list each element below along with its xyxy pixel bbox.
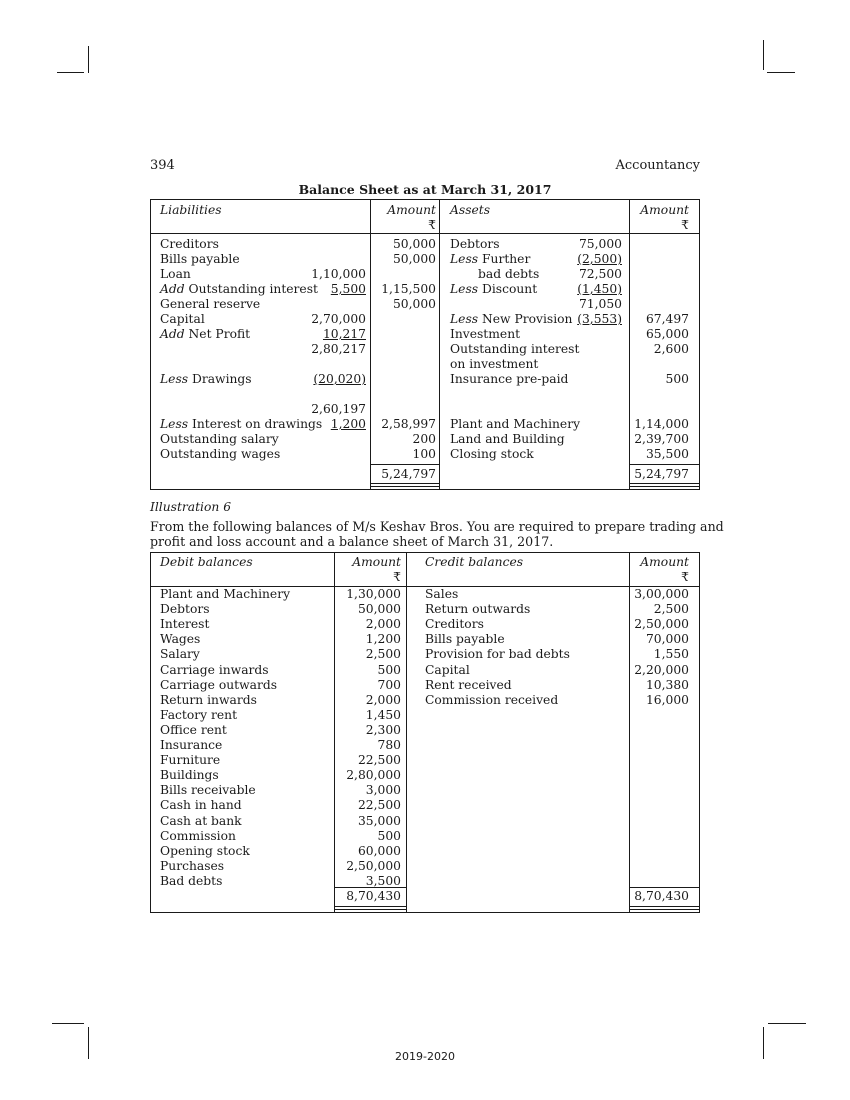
- amount: 35,500: [645, 447, 689, 461]
- sub-amount-text: 1,200: [330, 417, 366, 431]
- amount: 2,600: [653, 342, 689, 356]
- row-label: [450, 282, 537, 297]
- sub-amount: [560, 282, 622, 297]
- row-label-text: Capital: [160, 312, 205, 326]
- sub-amount: 71,050: [578, 297, 622, 311]
- row-label-prefix: Less: [450, 312, 479, 326]
- amount: 3,500: [365, 873, 401, 888]
- amount: 67,497: [645, 312, 689, 326]
- sub-amount: [560, 312, 622, 327]
- row-label-text: Debtors: [450, 237, 500, 251]
- crop-mark: [768, 1023, 806, 1024]
- amount: 2,39,700: [634, 432, 689, 446]
- row-label: Provision for bad debts: [425, 647, 570, 662]
- amount: 2,50,000: [634, 617, 689, 632]
- amount: 500: [665, 372, 689, 386]
- row-label: Return outwards: [425, 602, 531, 617]
- row-label: [160, 372, 252, 387]
- amount: 500: [377, 662, 401, 677]
- amount: 50,000: [392, 252, 436, 266]
- row-label-text: Interest on drawings: [188, 417, 323, 431]
- row-label: [160, 447, 280, 462]
- row-label: [450, 312, 572, 327]
- amount: 3,000: [365, 783, 401, 798]
- currency-symbol: ₹: [681, 570, 689, 584]
- row-label: [450, 357, 538, 372]
- row-label: Commission received: [425, 692, 559, 707]
- amount: 70,000: [645, 632, 689, 647]
- amount: 1,14,000: [634, 417, 689, 431]
- sub-amount: [290, 282, 366, 297]
- sub-amount: 2,70,000: [311, 312, 366, 326]
- sub-amount: [290, 327, 366, 342]
- sub-amount-text: 5,500: [330, 282, 366, 296]
- column-header-amount: Amount: [387, 203, 436, 217]
- crop-mark: [52, 1023, 84, 1024]
- row-label: [450, 237, 500, 252]
- sub-amount: [290, 372, 366, 387]
- row-label: [160, 252, 240, 267]
- row-label: [450, 432, 565, 447]
- row-label-text: Investment: [450, 327, 521, 341]
- row-label-text: bad debts: [478, 267, 540, 281]
- amount: 65,000: [645, 327, 689, 341]
- row-label-text: Loan: [160, 267, 191, 281]
- amount: 2,300: [365, 722, 401, 737]
- crop-mark: [763, 40, 764, 70]
- total-liabilities: 5,24,797: [381, 467, 436, 481]
- row-label: [160, 297, 260, 312]
- row-label-text: Creditors: [160, 237, 219, 251]
- row-label-text: Net Profit: [184, 327, 251, 341]
- row-label: [450, 417, 580, 432]
- row-label: [160, 327, 250, 342]
- column-header-credit: Credit balances: [425, 555, 524, 569]
- amount: 50,000: [392, 237, 436, 251]
- column-header-amount: Amount: [640, 555, 689, 569]
- row-label: [160, 237, 219, 252]
- amount: 22,500: [357, 753, 401, 768]
- row-label-text: Outstanding interest: [450, 342, 580, 356]
- row-label: [478, 267, 539, 282]
- sub-amount: 2,80,217: [311, 342, 366, 356]
- row-label: Insurance: [160, 738, 223, 752]
- amount: 2,20,000: [634, 662, 689, 677]
- crop-mark: [57, 72, 84, 73]
- amount: 60,000: [357, 843, 401, 858]
- row-label: Carriage inwards: [160, 662, 269, 677]
- sub-amount-text: (3,553): [577, 312, 622, 326]
- illustration-heading: Illustration 6: [150, 500, 232, 514]
- sub-amount-text: (2,500): [577, 252, 622, 266]
- row-label-text: Drawings: [188, 372, 252, 386]
- row-label: [160, 267, 191, 282]
- currency-symbol: ₹: [428, 218, 436, 232]
- sub-amount-text: (1,450): [577, 282, 622, 296]
- crop-mark: [88, 46, 89, 73]
- column-header-assets: Assets: [450, 203, 491, 217]
- row-label: Capital: [425, 662, 470, 677]
- row-label-text: Bills payable: [160, 252, 240, 266]
- row-label-text: Further: [478, 252, 531, 266]
- row-label-text: Plant and Machinery: [450, 417, 581, 431]
- row-label-text: Land and Building: [450, 432, 565, 446]
- row-label: Factory rent: [160, 707, 238, 722]
- row-label-prefix: Less: [450, 252, 479, 266]
- running-head: Accountancy: [615, 158, 700, 173]
- row-label: Bad debts: [160, 873, 223, 888]
- amount: 1,450: [365, 707, 401, 722]
- row-label-prefix: Add: [160, 327, 185, 341]
- row-label: Salary: [160, 647, 200, 662]
- balance-sheet-title: Balance Sheet as at March 31, 2017: [298, 182, 552, 197]
- amount: 2,500: [365, 647, 401, 662]
- row-label: [160, 432, 279, 447]
- crop-mark: [767, 72, 795, 73]
- currency-symbol: ₹: [393, 570, 401, 584]
- row-label-text: Closing stock: [450, 447, 534, 461]
- row-label: [450, 447, 534, 462]
- total-debit: 8,70,430: [346, 889, 401, 903]
- row-label: Plant and Machinery: [160, 587, 291, 601]
- amount: 200: [412, 432, 436, 446]
- row-label: Bills payable: [425, 632, 505, 647]
- amount: 50,000: [392, 297, 436, 311]
- sub-amount-text: 10,217: [322, 327, 366, 341]
- amount: 2,500: [653, 602, 689, 617]
- amount: 22,500: [357, 798, 401, 813]
- amount: 1,30,000: [346, 587, 401, 601]
- row-label: Rent received: [425, 677, 512, 692]
- amount: 2,50,000: [346, 858, 401, 873]
- row-label: Sales: [425, 587, 459, 601]
- row-label: Cash in hand: [160, 798, 242, 813]
- amount: 10,380: [645, 677, 689, 692]
- row-label: [450, 327, 520, 342]
- sub-amount-text: (20,020): [313, 372, 366, 386]
- row-label: Bills receivable: [160, 783, 256, 798]
- row-label-prefix: Less: [160, 372, 189, 386]
- amount: 100: [412, 447, 436, 461]
- amount: 16,000: [645, 692, 689, 707]
- row-label: Carriage outwards: [160, 677, 278, 692]
- row-label: Return inwards: [160, 692, 257, 707]
- row-label: [160, 312, 205, 327]
- row-label: Furniture: [160, 753, 221, 768]
- row-label: [450, 252, 530, 267]
- sub-amount: [560, 252, 622, 267]
- amount: 2,58,997: [381, 417, 436, 431]
- column-header-amount: Amount: [640, 203, 689, 217]
- amount: 780: [377, 738, 401, 752]
- amount: 3,00,000: [634, 587, 689, 601]
- row-label: Opening stock: [160, 843, 250, 858]
- row-label-prefix: Add: [160, 282, 185, 296]
- column-header-liabilities: Liabilities: [160, 203, 222, 217]
- row-label: Office rent: [160, 722, 227, 737]
- amount: 1,200: [365, 632, 401, 647]
- row-label: Debtors: [160, 602, 210, 617]
- currency-symbol: ₹: [681, 218, 689, 232]
- amount: 2,000: [365, 617, 401, 632]
- row-label-text: General reserve: [160, 297, 261, 311]
- amount: 2,000: [365, 692, 401, 707]
- row-label: Cash at bank: [160, 813, 242, 828]
- amount: 700: [377, 677, 401, 692]
- amount: 500: [377, 828, 401, 843]
- row-label-text: New Provision: [478, 312, 573, 326]
- row-label: Creditors: [425, 617, 484, 632]
- row-label: [450, 372, 568, 387]
- row-label: Commission: [160, 828, 236, 843]
- row-label-text: on investment: [450, 357, 539, 371]
- row-label-prefix: Less: [450, 282, 479, 296]
- footer-year: 2019-2020: [395, 1050, 455, 1063]
- page-number: 394: [150, 158, 175, 173]
- amount: 2,80,000: [346, 768, 401, 783]
- sub-amount: 75,000: [578, 237, 622, 251]
- row-label-prefix: Less: [160, 417, 189, 431]
- amount: 35,000: [357, 813, 401, 828]
- illustration-text-line: From the following balances of M/s Keshav Bros. You are required to prepare trading and: [150, 519, 724, 534]
- row-label: [450, 342, 579, 357]
- row-label-text: Outstanding salary: [160, 432, 279, 446]
- row-label-text: Insurance pre-paid: [450, 372, 569, 386]
- total-assets: 5,24,797: [634, 467, 689, 481]
- sub-amount: [290, 417, 366, 432]
- column-header-amount: Amount: [352, 555, 401, 569]
- column-header-debit: Debit balances: [160, 555, 253, 569]
- amount: 50,000: [357, 602, 401, 617]
- amount: 1,550: [653, 647, 689, 662]
- row-label: Wages: [160, 632, 201, 647]
- row-label: Interest: [160, 617, 210, 632]
- row-label: Purchases: [160, 858, 225, 873]
- amount: 1,15,500: [381, 282, 436, 296]
- row-label-text: Discount: [478, 282, 538, 296]
- illustration-text-line: profit and loss account and a balance sheet of March 31, 2017.: [150, 534, 554, 549]
- sub-amount: 72,500: [578, 267, 622, 281]
- sub-amount: 1,10,000: [311, 267, 366, 281]
- row-label-text: Outstanding wages: [160, 447, 281, 461]
- row-label-text: Outstanding interest: [184, 282, 318, 296]
- sub-amount: 2,60,197: [311, 402, 366, 416]
- total-credit: 8,70,430: [634, 889, 689, 903]
- row-label: Buildings: [160, 768, 219, 783]
